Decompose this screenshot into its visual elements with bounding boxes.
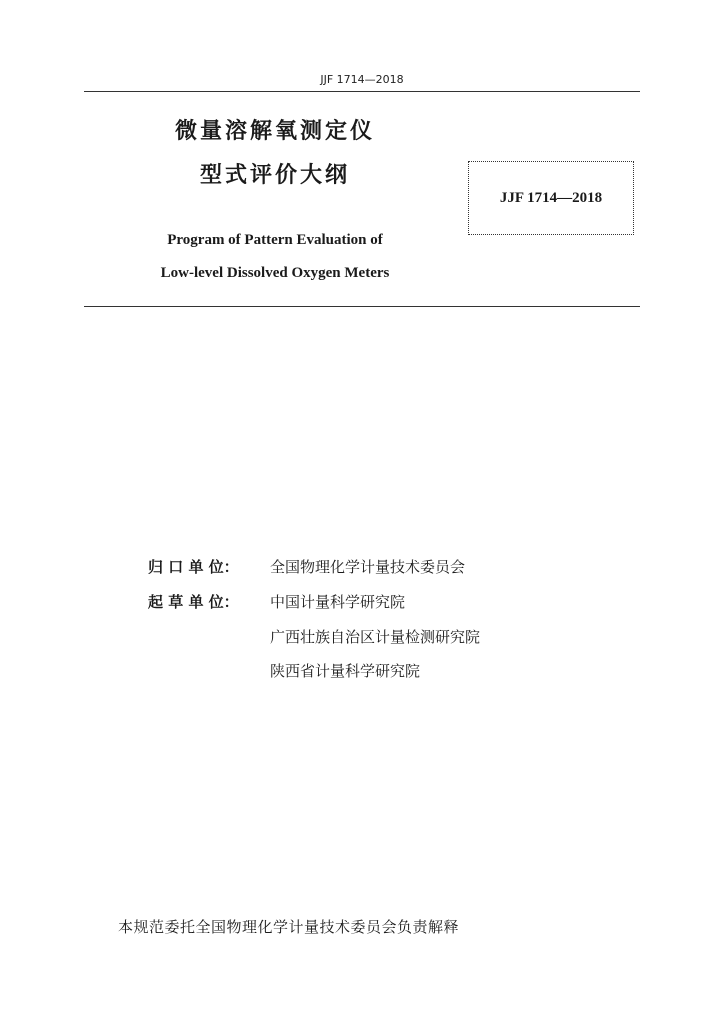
drafting-unit-row bbox=[148, 660, 420, 681]
drafting-unit-row bbox=[148, 626, 480, 647]
code-box bbox=[468, 161, 634, 235]
drafting-unit-value: 中国计量科学研究院 bbox=[270, 593, 406, 611]
drafting-unit-row bbox=[148, 591, 405, 612]
title-divider bbox=[84, 306, 640, 307]
drafting-unit-value: 广西壮族自治区计量检测研究院 bbox=[270, 628, 481, 646]
responsible-unit-value: 全国物理化学计量技术委员会 bbox=[270, 558, 466, 576]
responsible-unit-row bbox=[148, 556, 465, 577]
footer-note: 本规范委托全国物理化学计量技术委员会负责解释 bbox=[118, 918, 460, 936]
title-en-line2: Low-level Dissolved Oxygen Meters bbox=[160, 265, 390, 281]
drafting-unit-value: 陕西省计量科学研究院 bbox=[270, 662, 421, 680]
drafting-unit-label: 起 草 单 位： bbox=[148, 593, 239, 611]
responsible-unit-label: 归 口 单 位： bbox=[148, 558, 239, 576]
header-code: JJF 1714—2018 bbox=[320, 73, 404, 86]
code-box-text: JJF 1714—2018 bbox=[499, 189, 603, 206]
title-cn-line2: 型式评价大纲 bbox=[199, 163, 350, 188]
title-cn-line1: 微量溶解氧测定仪 bbox=[174, 119, 375, 144]
header-divider bbox=[84, 91, 640, 92]
title-en-line1: Program of Pattern Evaluation of bbox=[167, 232, 383, 248]
